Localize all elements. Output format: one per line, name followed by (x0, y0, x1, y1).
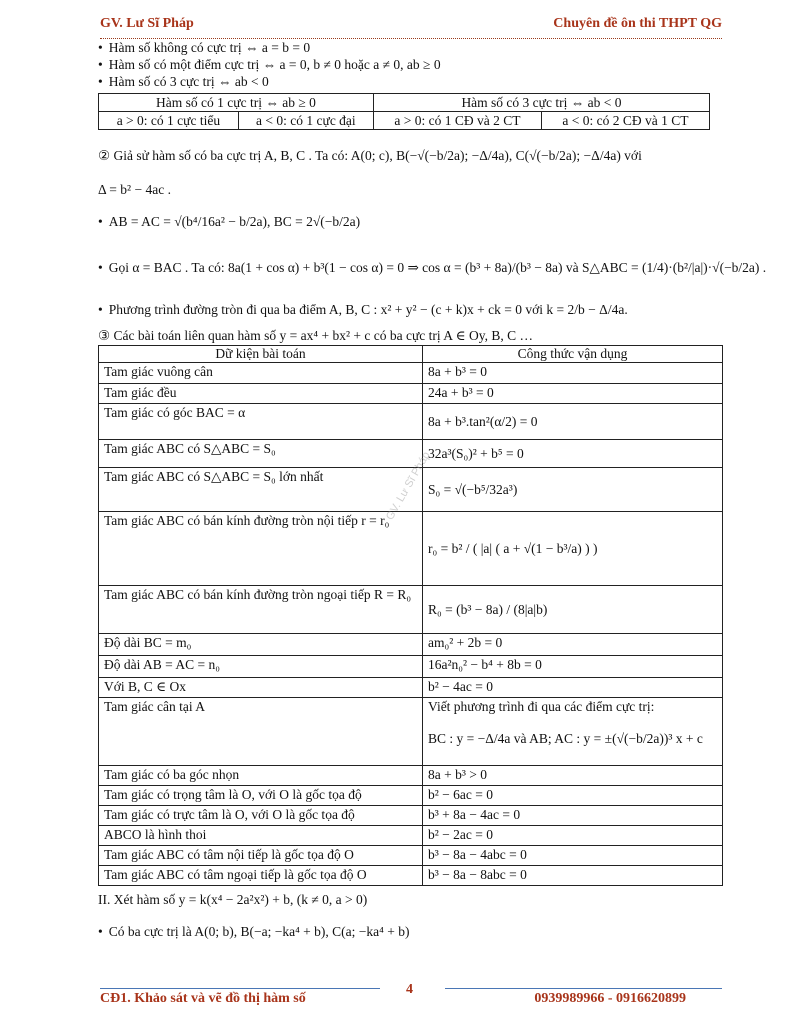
extrema-cell: a > 0: có 1 CĐ và 2 CT (373, 112, 541, 130)
table-row: Tam giác ABC có tâm ngoại tiếp là gốc tọa độ O b³ − 8a − 8abc = 0 (99, 866, 723, 886)
section2-intro: ② Giả sử hàm số có ba cực trị A, B, C . Ta có: A(0; c), B(−√(−b/2a); −Δ/4a), C(√(−b/2a); −Δ/4a) với (98, 148, 642, 163)
header-author: GV. Lư Sĩ Pháp (100, 16, 194, 31)
page-header (100, 16, 722, 39)
circle-equation: • Phương trình đường tròn đi qua ba điểm A, B, C : x² + y² − (c + k)x + ck = 0 với k = 2/b − Δ/4a. (98, 302, 628, 318)
extrema-cell: a > 0: có 1 cực tiểu (99, 112, 239, 130)
column-header-formula: Công thức vận dụng (423, 346, 723, 363)
footer-rule-left (100, 988, 380, 989)
table-row: Độ dài BC = m₀ am₀² + 2b = 0 (99, 634, 723, 656)
delta-definition: Δ = b² − 4ac . (98, 182, 171, 197)
footer-chapter: CĐ1. Khảo sát và vẽ đồ thị hàm số (100, 991, 306, 1006)
table-row: ABCO là hình thoi b² − 2ac = 0 (99, 826, 723, 846)
watermark: GV. Lư Sĩ Pháp (383, 449, 433, 523)
table-row: Tam giác vuông cân 8a + b³ = 0 (99, 363, 723, 384)
table-row: Độ dài AB = AC = n₀ 16a²n₀² − b⁴ + 8b = 0 (99, 656, 723, 678)
table-row: Tam giác có ba góc nhọn 8a + b³ > 0 (99, 766, 723, 786)
table-row: Tam giác có trọng tâm là O, với O là gốc tọa độ b² − 6ac = 0 (99, 786, 723, 806)
section3-intro: ③ Các bài toán liên quan hàm số y = ax⁴ + bx² + c có ba cực trị A ∈ Oy, B, C … (98, 328, 534, 343)
table-row: Tam giác ABC có S△ABC = S₀ 32a³(S₀)² + b⁵ = 0 (99, 440, 723, 468)
table-row: Tam giác cân tại A Viết phương trình đi qua các điểm cực trị: BC : y = −Δ/4a và AB; AC : y = ±(√(−b/2a))³ x + c (99, 698, 723, 766)
section4-title: II. Xét hàm số y = k(x⁴ − 2a²x²) + b, (k ≠ 0, a > 0) (98, 892, 368, 907)
page-footer (100, 982, 722, 1009)
table-row: Tam giác có trực tâm là O, với O là gốc tọa độ b³ + 8a − 4ac = 0 (99, 806, 723, 826)
section4-extrema: • Có ba cực trị là A(0; b), B(−a; −ka⁴ + b), C(a; −ka⁴ + b) (98, 924, 409, 940)
table-row: Tam giác ABC có tâm nội tiếp là gốc tọa độ O b³ − 8a − 4abc = 0 (99, 846, 723, 866)
bullet-no-extrema: • Hàm số không có cực trị ⇔ a = b = 0 (98, 40, 310, 56)
bullet-three-extrema: • Hàm số có 3 cực trị ⇔ ab < 0 (98, 74, 269, 90)
table-row: Tam giác ABC có bán kính đường tròn ngoại tiếp R = R₀ R₀ = (b³ − 8a) / (8|a|b) (99, 586, 723, 634)
extrema-cell: a < 0: có 2 CĐ và 1 CT (541, 112, 709, 130)
table-row: Tam giác ABC có bán kính đường tròn nội tiếp r = r₀ r₀ = b² / ( |a| ( a + √(1 − b³/a) ) ) (99, 512, 723, 586)
ab-ac-formula: • AB = AC = √(b⁴/16a² − b/2a), BC = 2√(−b/2a) (98, 214, 360, 230)
isosceles-lines: BC : y = −Δ/4a và AB; AC : y = ±(√(−b/2a))³ x + c (428, 731, 703, 746)
extrema-cell: a < 0: có 1 cực đại (238, 112, 373, 130)
page-number: 4 (406, 982, 413, 997)
table-row: Với B, C ∈ Ox b² − 4ac = 0 (99, 678, 723, 698)
table-row: Tam giác ABC có S△ABC = S₀ lớn nhất S₀ = √(−b⁵/32a³) (99, 468, 723, 512)
footer-rule-right (445, 988, 722, 989)
column-header-condition: Dữ kiện bài toán (99, 346, 423, 363)
header-title: Chuyên đề ôn thi THPT QG (553, 16, 722, 31)
formula-table (98, 345, 723, 886)
extrema-table (98, 93, 710, 130)
table-row: Tam giác đều 24a + b³ = 0 (99, 384, 723, 404)
extrema-table-header-three: Hàm số có 3 cực trị ⇔ ab < 0 (373, 94, 709, 112)
extrema-table-header-one: Hàm số có 1 cực trị ⇔ ab ≥ 0 (99, 94, 374, 112)
table-row: Tam giác có góc BAC = α 8a + b³.tan²(α/2) = 0 (99, 404, 723, 440)
bullet-one-extremum: • Hàm số có một điểm cực trị ⇔ a = 0, b ≠ 0 hoặc a ≠ 0, ab ≥ 0 (98, 57, 441, 73)
footer-phone: 0939989966 - 0916620899 (534, 991, 686, 1006)
isosceles-note: Viết phương trình đi qua các điểm cực trị: (428, 699, 655, 714)
angle-formula: • Gọi α = BAC . Ta có: 8a(1 + cos α) + b³(1 − cos α) = 0 ⇒ cos α = (b³ + 8a)/(b³ − 8a) và S△ABC = (1/4)·(b²/|a|)·√(−b/2a) . (98, 260, 766, 276)
